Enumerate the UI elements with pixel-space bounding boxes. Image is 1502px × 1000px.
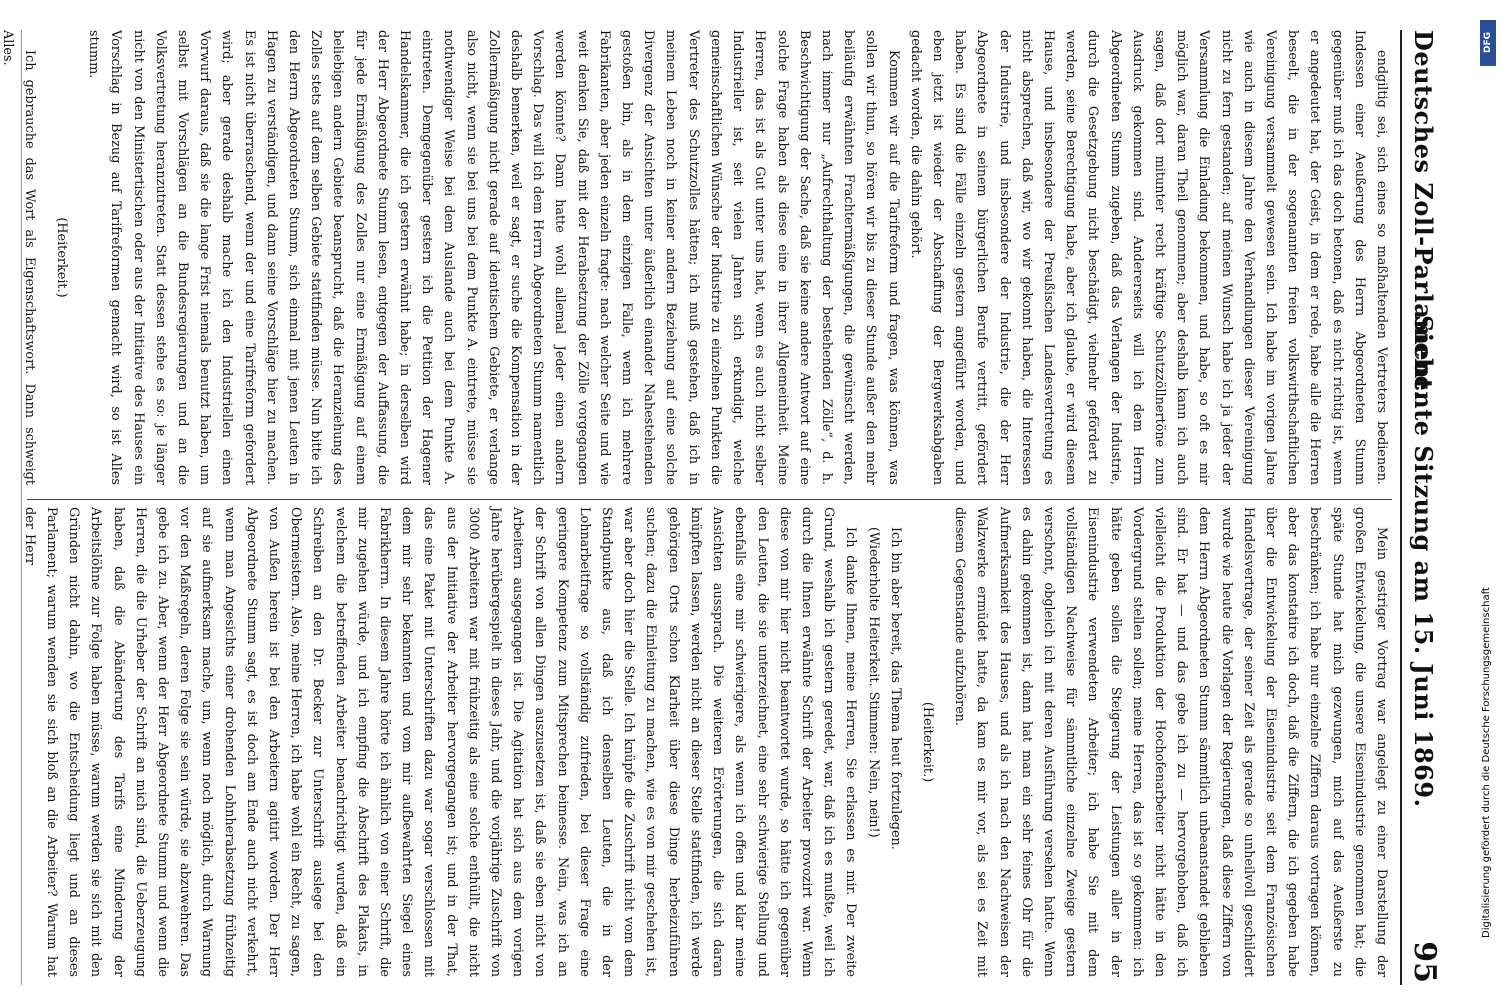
stage-direction: (Heiterkeit.) (54, 217, 70, 298)
running-title: Deutsches Zoll-Parlament. (1409, 30, 1438, 400)
paragraph: Mein gestriger Vortrag war angelegt zu einer Darstellung der großen Entwickelung, die unsere Eisenindustrie genommen hat; die späte Stunde hat mich gezwungen, mich auf das Aeußerste zu beschränken; ich habe nur einzelne Ziffern daraus vortragen können, aber das konstatire ich doch, daß die Ziffern, die ich gegeben habe über die Entwickelung der Eisenindustrie seit dem Französischen Handelsvertrage, der seiner Zeit als gerade so unheilvoll geschildert wurde wie heute die Vorlagen der Regierungen, daß diese Ziffern von dem Herrn Abgeordneten Stumm sämmtlich unbeanstandet geblieben sind. Er hat — und das gebe ich zu — hervorgehoben, daß ich vielleicht die Produktion der Hochofenarbeiter nicht hätte in den Vordergrund stellen sollen; meine Herren, das ist so gekommen: ich hätte geben sollen die Steigerung der Leistungen aller in der Eisenindustrie verwendeten Arbeiter; ich habe Sie mit dem vollständigen Nachweise für sämmtliche einzelne Zweige gestern verschont, obgleich ich mit deren Ausführung versehen hatte. Wenn es dahin gekommen ist, dann hat man ein sehr feines Ohr für die Aufmerksamkeit des Hauses, und als ich nach den Nachweisen der Walzwerke ermüdet hatte, da kam es mir vor, als sei es Zeit mit diesem Gegenstande aufzuhören. (952, 507, 1389, 977)
session-title: Siebente Sitzung am 15. Juni 1869. (1409, 315, 1438, 808)
page-number: 95 (1407, 941, 1442, 983)
text-column-left (0, 30, 1392, 500)
stage-direction: (Wiederholte Heiterkeit. Stimmen: Nein, nein!) (865, 527, 881, 838)
paragraph: Kommen wir auf die Tarifreform und fragen, was können, was sollen wir thun, so hören wir bis zu dieser Stunde außer den mehr beiläufig erwähnten Frachtermäßigungen, die gewünscht werden, nach immer nur „Aufrechthaltung der bestehenden Zölle“, d. h. Beschwichtigung der Sache, daß sie keine andere Antwort auf eine solche Frage haben als diese eine in ihrer Allgemeinheit. Meine Herren, das ist als Gut unter uns hat, wenn es auch nicht selber Industrieller ist, seit vielen Jahren sich erkundigt, welche gemeinschaftlichen Wünsche der Industrie zu einzelnen Punkten die Vertreter des Schutzzolles hätten; ich muß gestehen, daß ich in meinem Leben noch in keiner andern Beziehung auf eine solche Divergenz der Ansichten unter äußerlich einander Nahestehenden gestoßen bin, als in dem einzigen Falle, wenn ich mehrere Fabrikanten, aber jeden einzeln fragte: nach welcher Seite und wie weit denken Sie, daß mit der Herabsetzung der Zölle vorgegangen werden könnte? Dann hatte wohl allemal Jeder einen andern Vorschlag. Das will ich dem Herrn Abgeordneten Stumm namentlich deshalb bemerken, weil er sagt, er suche die Kompensation in der Zollermäßigung nicht gerade auf identischem Gebiete, er verlange also nicht, wenn sie bei uns bei dem Punkte A. eintrete, müsse sie nothwendiger Weise bei dem Auslande auch bei dem Punkte A. eintreten. Demgegenüber gestern ich die Petition der Hagener Handelskammer, die ich gestern erwähnt habe; in derselben wird der Herr Abgeordnete Stumm lesen, entgegen der Auffassung, die für jede Ermäßigung des Zolles nur eine Ermäßigung auf einem beliebigen andern Gebiete beansprucht, daß die Heranziehung des Zolles stets auf dem selben Gebiete stattfinden müsse. Nun bitte ich den Herrn Abgeordneten Stumm, sich einmal mit jenen Leuten in Hagen zu verständigen, und dann seine Vorschläge hier zu machen. Es ist nicht überraschend, wenn der und eine Tarifreform gefordert wird; aber gerade deshalb mache ich den Industriellen einen Vorwurf daraus, daß sie die lange Frist niemals benutzt haben, um selbst mit Vorschlägen an die Bundesregierungen und an die Volksvertretung heranzutreten. Statt dessen stehe es so: je länger nicht von den Ministertischen oder aus der Initiative des Hauses ein Vorschlag in Bezug auf Tarifreformen gemacht wird, so ist Alles stumm. (86, 30, 901, 485)
paragraph: Ich danke Ihnen, meine Herren, Sie erlassen es mir. Der zweite Grund, weshalb ich gestern geredet, war, daß ich es mußte, weil ich durch die Ihnen erwähnte Schrift der Arbeiter provozirt war. Wenn diese von mir hier nicht beantwortet wurde, so hätte ich gegenüber den Leuten, die sie unterzeichnet, eine sehr schwierige Stellung und ebenfalls eine mir schwierigere, als wenn ich offen und klar meine Ansichten aussprach. Die weiteren Erörterungen, die sich daran knüpften lassen, werden nicht an dieser Stelle stattfinden, ich werde gehörigen Orts schon Klarheit über diese Dinge herbeizuführen suchen; dazu die Einleitung zu machen, wie es von mir geschehen ist, war aber doch hier die Stelle. Ich knüpfe die Zuschrift nicht vom dem Standpunkte aus, daß ich denselben Leuten, die in der Lohnarbeitfrage so vollständig zufrieden, bei dieser Frage eine geringere Kompetenz zum Mitsprechen beimesse. Nein, was ich an der Schrift von allen Dingen auszusetzen ist, daß sie eben nicht von Arbeitern ausgegangen ist. Die Agitation hat sich aus dem vorigen Jahre herübergespielt in dieses Jahr, und die vorjährige Zuschrift von 3000 Arbeitern war mit frühzeitig als eine solche enthüllt, die nicht aus der Initiative der Arbeiter hervorgegangen ist; und in der That, das eine Paket mit Unterschriften dazu war sogar verschlossen mit dem mir sehr bekannten und vom mir aufbewahrten Siegel eines Fabrikherrn. In diesem Jahre hörte ich ähnlich von einer Schrift, die mir zugehen würde, und ich empfing die Abschrift des Plakats, in welchem die betreffenden Arbeiter benachrichtigt wurden, daß ein Schreiben an den Dr. Becker zur Unterschrift auslege bei den Obermeistern. Also, meine Herren, ich habe wohl ein Recht, zu sagen, von Außen herein ist bei den Arbeitern agitirt worden. Der Herr Abgeordnete Stumm sagt, es ist doch am Ende auch nicht verkehrt, wenn man Angesichts einer drohenden Lohnherabsetzung frühzeitig auf sie aufmerksam mache, um, wenn noch möglich, durch Warnung vor den Maßregeln, deren Folge sie sein würde, sie abzuwehren. Das gebe ich zu. Aber, wenn der Herr Abgeordnete Stumm und wenn die Herren, die die Urheber der Schrift an mich sind, die Ueberzeugung haben, daß die Abänderung des Tarifs eine Minderung der Arbeitslöhne zur Folge haben müsse, warum werden sie sich mit den Gründen nicht dahin, wo die Entscheidung liegt und an dieses Parlament; warum wenden sie sich bloß an die Arbeiter? Warum hat der Herr (21, 507, 859, 977)
page-header (1400, 30, 1442, 985)
paragraph: endgiltig sei, sich eines so maßhaltenden Vertreters bedienen. Indessen einer Aeußerung des Herrn Abgeordneten Stumm gegenüber muß ich das doch betonen, daß es nicht richtig ist, wenn er angedeutet hat, der Geist, in dem er rede, habe alle die Herren beseelt, die in der sogenannten freien volkswirthschaftlichen Vereinigung versammelt gewesen sein. Ich habe im vorigen Jahre wie auch in diesem Jahre den Verhandlungen dieser Vereinigung nicht zu fern gestanden; auf meinen Wunsch habe ich ja jeder der Versammlung die Einladung bekommen, und habe, so oft es mir möglich war, daran Theil genommen; aber deshalb kann ich auch sagen, daß dort mitunter recht kräftige Schutzzöllnertöne zum Ausdruck gekommen sind. Andererseits will ich dem Herrn Abgeordneten Stumm zugeben, daß das Verlangen der Industrie, durch die Gesetzgebung nicht beschädigt, vielmehr gefördert zu werden, seine Berechtigung habe, aber ich glaube, er wird diesem Hause, und insbesondere der Preußischen Landesvertretung es nicht absprechen, daß wir, wo wir gekonnt haben, die Interessen der Industrie, und insbesondere der Industrie, die der Herr Abgeordnete in seinem bürgerlichen Berufe vertritt, gefördert haben. Es sind die Fälle einzeln gestern angeführt worden, und eben jetzt ist wieder der Abschaffung der Bergwerksabgaben gedacht worden, die dahin gehört. (907, 30, 1389, 485)
dfg-logo: DFG (1480, 20, 1496, 66)
stage-direction: (Heiterkeit.) (919, 701, 935, 783)
paragraph: Ich gebrauche das Wort als Eigenschaftswort. Dann schweigt Alles. (0, 30, 37, 485)
dfg-credit-text: Digitalisierung gefördert durch die Deutsche Forschungsgemeinschaft (1481, 587, 1492, 938)
paragraph: Ich bin aber bereit, das Thema heut fortzulegen. (887, 527, 903, 850)
bottom-rule (21, 30, 22, 985)
text-column-right (21, 507, 1392, 977)
